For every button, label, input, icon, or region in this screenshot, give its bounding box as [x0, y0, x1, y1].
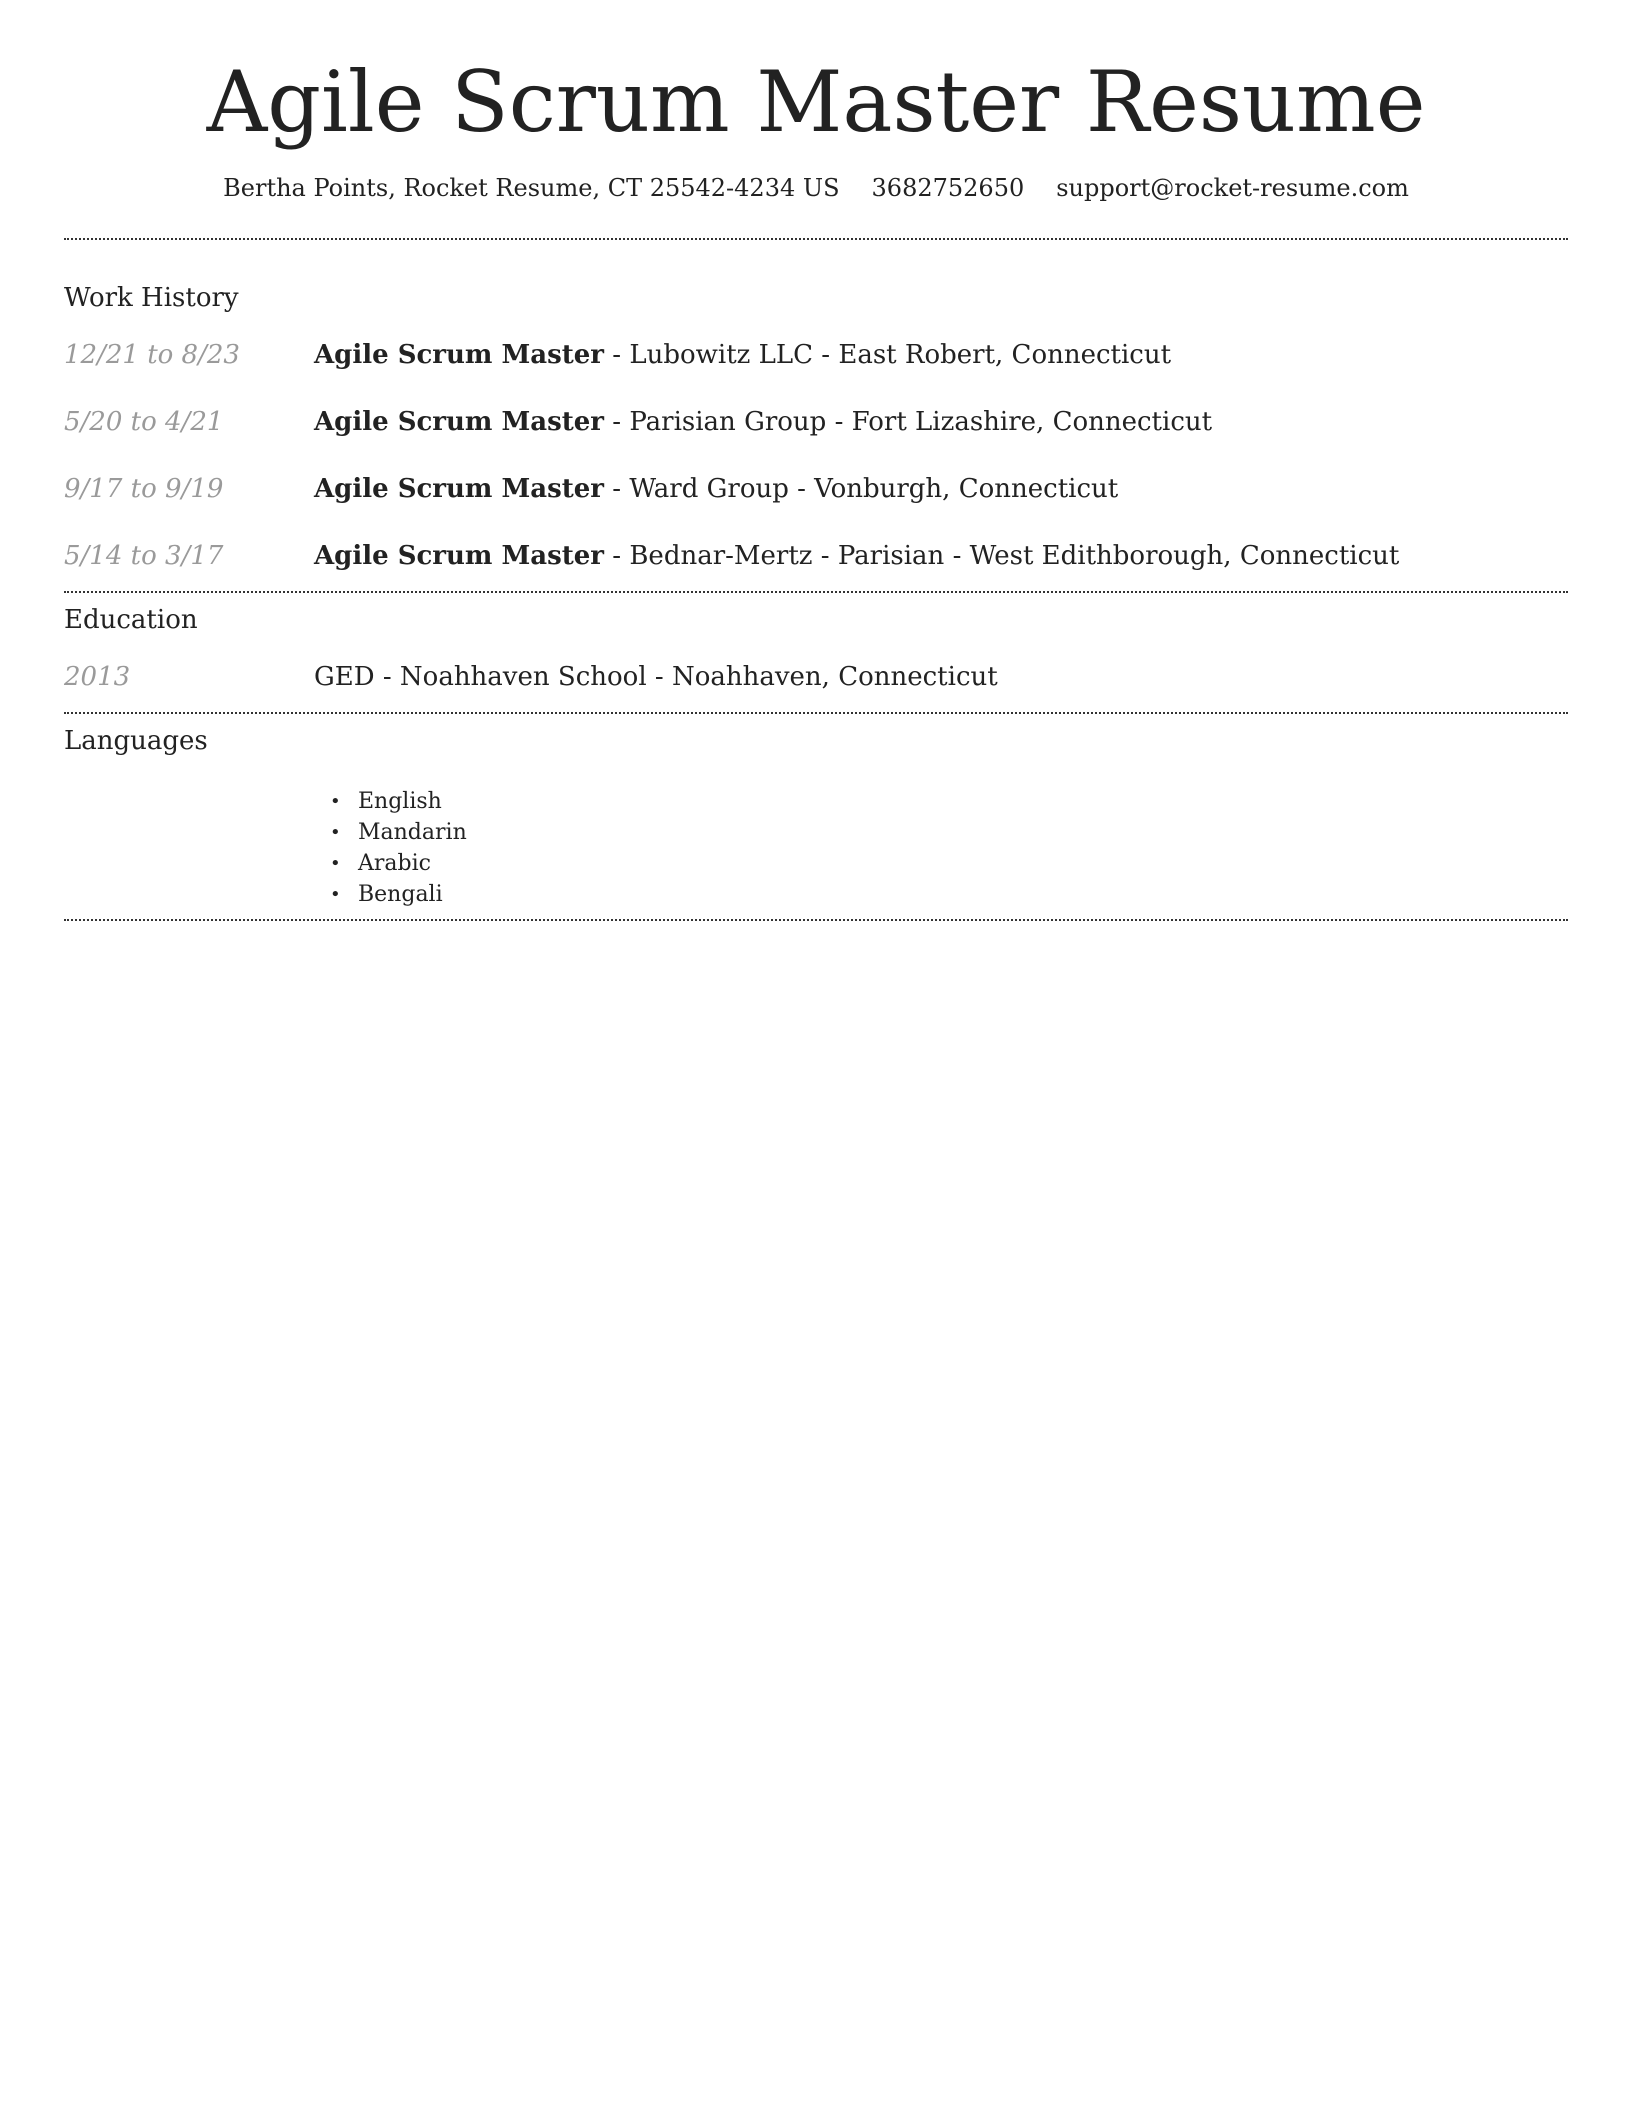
contact-address: Bertha Points, Rocket Resume, CT 25542-4234 US	[223, 174, 840, 202]
education-entry	[64, 659, 1568, 695]
work-entry-dates: 5/20 to 4/21	[64, 407, 224, 437]
languages-heading: Languages	[64, 726, 208, 756]
language-item	[330, 786, 467, 817]
education-heading: Education	[64, 605, 198, 635]
work-entry	[64, 337, 1568, 373]
work-history-heading: Work History	[64, 283, 239, 313]
work-history-divider	[64, 591, 1568, 593]
language-name: Bengali	[358, 882, 443, 907]
work-entry-dates: 9/17 to 9/19	[64, 474, 224, 504]
language-name: Arabic	[358, 851, 431, 876]
contact-email: support@rocket-resume.com	[1056, 174, 1409, 202]
education-entry-year: 2013	[64, 662, 131, 692]
language-name: Mandarin	[358, 820, 467, 845]
contact-phone: 3682752650	[871, 174, 1025, 202]
work-entry-text	[314, 337, 1171, 373]
language-item	[330, 848, 467, 879]
languages-list	[330, 786, 467, 910]
work-entry-dates: 5/14 to 3/17	[64, 541, 224, 571]
education-divider	[64, 712, 1568, 714]
work-entry	[64, 538, 1568, 574]
work-entry-separator: -	[604, 541, 630, 571]
work-entry-role: Agile Scrum Master	[314, 407, 604, 437]
bullet-icon: •	[330, 884, 341, 905]
work-entry-role: Agile Scrum Master	[314, 474, 604, 504]
work-entry-role: Agile Scrum Master	[314, 340, 604, 370]
work-entry-role: Agile Scrum Master	[314, 541, 604, 571]
work-entry-details: Bednar-Mertz - Parisian - West Edithborough, Connecticut	[629, 541, 1400, 571]
education-entry-details: GED - Noahhaven School - Noahhaven, Connecticut	[314, 662, 998, 692]
work-entry-details: Lubowitz LLC - East Robert, Connecticut	[629, 340, 1172, 370]
header-divider	[64, 238, 1568, 240]
work-entry-text	[314, 538, 1399, 574]
work-entry-details: Parisian Group - Fort Lizashire, Connecticut	[629, 407, 1213, 437]
work-entry-text	[314, 404, 1212, 440]
resume-title: Agile Scrum Master Resume	[206, 53, 1426, 151]
bullet-icon: •	[330, 791, 341, 812]
work-entry-text	[314, 471, 1118, 507]
work-entry-separator: -	[604, 340, 630, 370]
work-entry-details: Ward Group - Vonburgh, Connecticut	[629, 474, 1119, 504]
bullet-icon: •	[330, 853, 341, 874]
languages-divider	[64, 919, 1568, 921]
work-entry-separator: -	[604, 407, 630, 437]
contact-line	[0, 170, 1632, 206]
language-item	[330, 879, 467, 910]
language-name: English	[358, 789, 442, 814]
work-entry	[64, 404, 1568, 440]
work-entry-dates: 12/21 to 8/23	[64, 340, 240, 370]
work-entry	[64, 471, 1568, 507]
work-entry-separator: -	[604, 474, 630, 504]
language-item	[330, 817, 467, 848]
bullet-icon: •	[330, 822, 341, 843]
